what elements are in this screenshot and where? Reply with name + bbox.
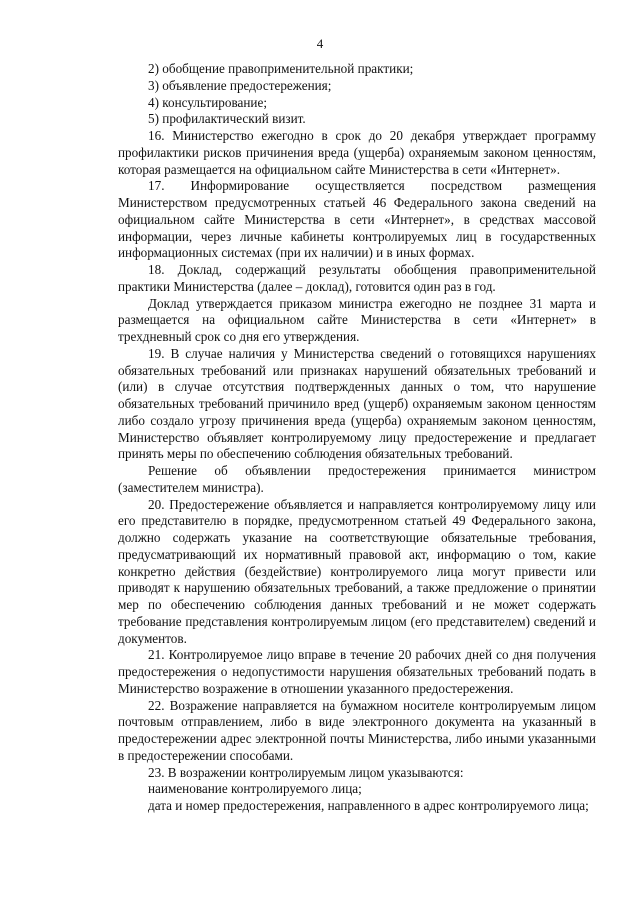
- paragraph-23-item-date: дата и номер предостережения, направленного в адрес контролируемого лица;: [148, 798, 589, 813]
- list-item-4: 4) консультирование;: [148, 94, 268, 110]
- paragraph-19: 19. В случае наличия у Министерства сведений о готовящихся нарушениях обязательных требований или признаках нарушений обязательных требований и (или) в случае отсутствия подтвержденных данных о том, что нарушение обязательных требований причинило вред (ущерб) охраняемым законом ценностям либо создало угрозу причинения вреда (ущерба) охраняемым законом ценностям, Министерство объявляет контролируемому лицу предостережение и предлагает принять меры по обеспечению соблюдения обязательных требований.: [118, 345, 596, 462]
- paragraph-19-decision: Решение об объявлении предостережения принимается министром (заместителем министра).: [118, 463, 596, 495]
- paragraph-18: 18. Доклад, содержащий результаты обобщения правоприменительной практики Министерства (далее – доклад), готовится один раз в год.: [118, 262, 596, 294]
- list-item-3: 3) объявление предостережения;: [148, 77, 332, 93]
- page-number: 4: [316, 36, 324, 51]
- paragraph-17: 17. Информирование осуществляется посредством размещения Министерством предусмотренных статьей 46 Федерального закона сведений на официальном сайте Министерства в сети «Интернет», в средствах массовой информации, через личные кабинеты контролируемых лиц в государственных информационных системах (при их наличии) и в иных формах.: [118, 178, 596, 261]
- paragraph-16: 16. Министерство ежегодно в срок до 20 декабря утверждает программу профилактики рисков причинения вреда (ущерба) охраняемым законом ценностям, которая размещается на официальном сайте Министерства в сети «Интернет».: [118, 128, 596, 177]
- paragraph-21: 21. Контролируемое лицо вправе в течение 20 рабочих дней со дня получения предостережения о недопустимости нарушения обязательных требований подать в Министерство возражение в отношении указанного предостережения.: [118, 647, 596, 696]
- paragraph-23: 23. В возражении контролируемым лицом указываются:: [148, 764, 464, 780]
- paragraph-22: 22. Возражение направляется на бумажном носителе контролируемым лицом почтовым отправлением, либо в виде электронного документа на указанный в предостережении адрес электронной почты Министерства, либо иными указанными в предостережении способами.: [118, 697, 596, 763]
- document-body: [118, 61, 596, 815]
- list-item-5: 5) профилактический визит.: [148, 111, 306, 127]
- paragraph-23-item-name: наименование контролируемого лица;: [148, 781, 362, 797]
- list-item-2: 2) обобщение правоприменительной практики;: [148, 61, 414, 76]
- paragraph-20: 20. Предостережение объявляется и направляется контролируемому лицу или его представителю в порядке, предусмотренном статьей 49 Федерального закона, должно содержать указание на соответствующие обязательные требования, предусматривающий их нормативный правовой акт, информацию о том, какие конкретно действия (бездействие) контролируемого лица могут привести или приводят к нарушению обязательных требований, а также предложение о принятии мер по обеспечению соблюдения данных требований и не может содержать требование представления контролируемым лицом (его представителем) сведений и документов.: [118, 496, 596, 646]
- paragraph-18-approval: Доклад утверждается приказом министра ежегодно не позднее 31 марта и размещается на официальном сайте Министерства в сети «Интернет» в трехдневный срок со дня его утверждения.: [118, 295, 596, 344]
